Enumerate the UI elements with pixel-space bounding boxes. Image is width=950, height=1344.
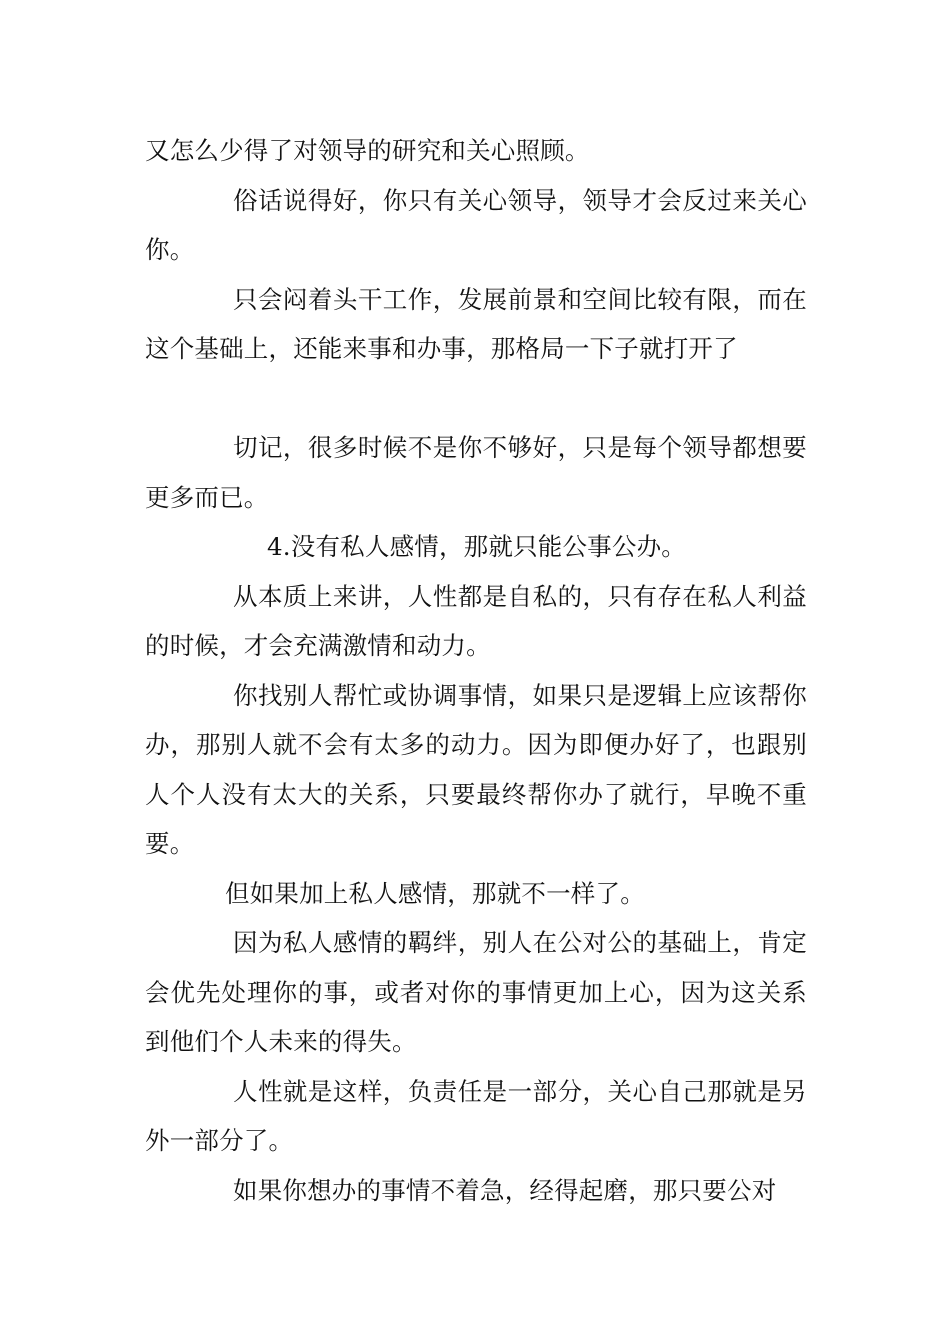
paragraph: 切记，很多时候不是你不够好，只是每个领导都想要更多而已。 (145, 433, 807, 512)
paragraph: 如果你想办的事情不着急，经得起磨，那只要公对 (233, 1175, 777, 1205)
paragraph-gap (145, 374, 807, 424)
paragraph-continuation: 又怎么少得了对领导的研究和关心照顾。 (145, 136, 590, 165)
paragraph: 从本质上来讲，人性都是自私的，只有存在私人利益的时候，才会充满激情和动力。 (145, 581, 807, 660)
paragraph: 因为私人感情的羁绊，别人在公对公的基础上，肯定会优先处理你的事，或者对你的事情更加上心，因为这关系到他们个人未来的得失。 (145, 928, 807, 1056)
paragraph: 你找别人帮忙或协调事情，如果只是逻辑上应该帮你办，那别人就不会有太多的动力。因为即便办好了，也跟别人个人没有太大的关系，只要最终帮你办了就行，早晚不重要。 (145, 680, 807, 858)
section-heading: 4.没有私人感情，那就只能公事公办。 (267, 532, 686, 561)
document-body (145, 126, 807, 1215)
paragraph: 但如果加上私人感情，那就不一样了。 (225, 878, 645, 908)
paragraph: 俗话说得好，你只有关心领导，领导才会反过来关心你。 (145, 185, 807, 264)
paragraph: 人性就是这样，负责任是一部分，关心自己那就是另外一部分了。 (145, 1076, 807, 1155)
paragraph: 只会闷着头干工作，发展前景和空间比较有限，而在这个基础上，还能来事和办事，那格局一下子就打开了 (145, 284, 807, 363)
